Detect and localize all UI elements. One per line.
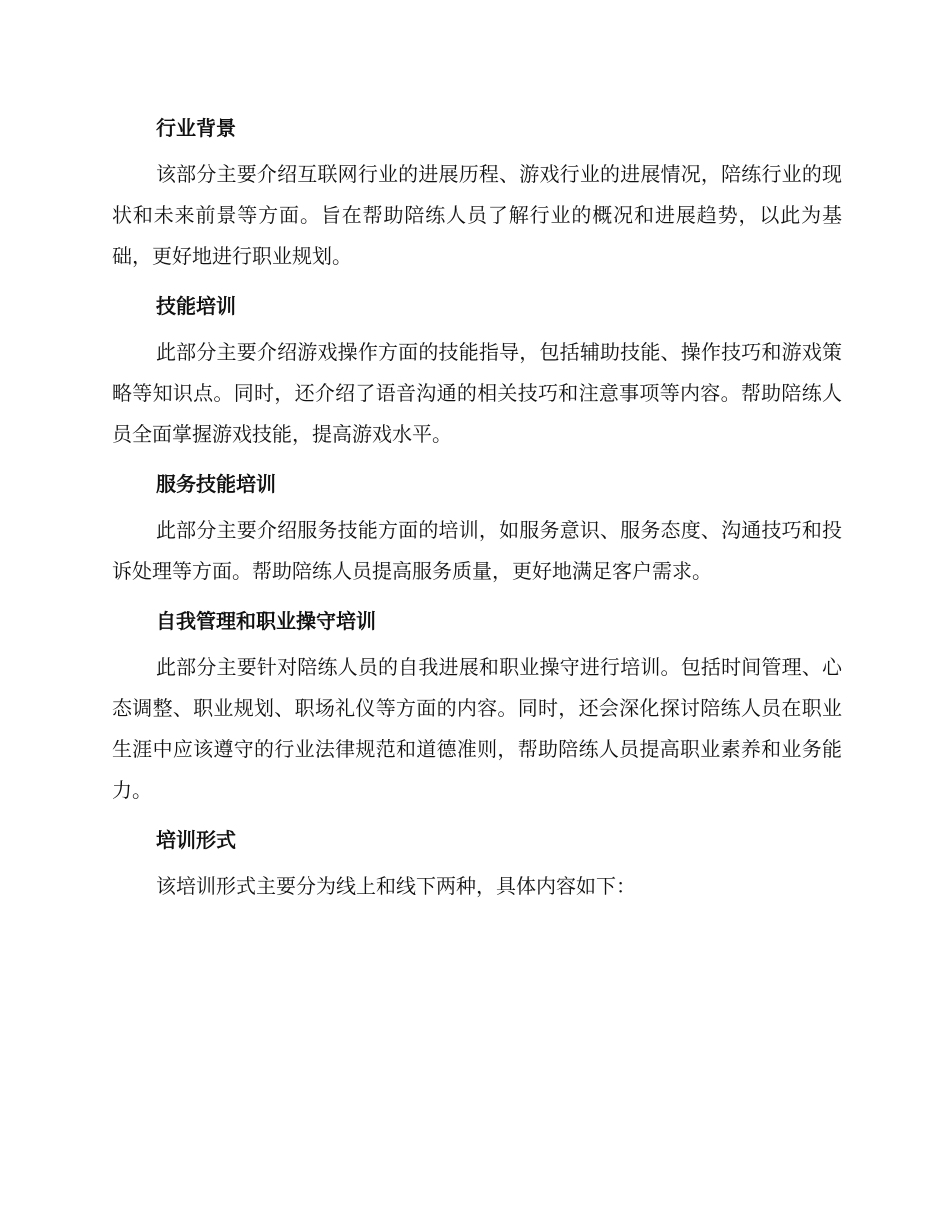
section-paragraph-skill-training: 此部分主要介绍游戏操作方面的技能指导，包括辅助技能、操作技巧和游戏策略等知识点。同时，还介绍了语音沟通的相关技巧和注意事项等内容。帮助陪练人员全面掌握游戏技能，提高游戏水平。	[112, 340, 842, 446]
document-body	[112, 108, 842, 916]
section-paragraph-self-management-ethics: 此部分主要针对陪练人员的自我进展和职业操守进行培训。包括时间管理、心态调整、职业规划、职场礼仪等方面的内容。同时，还会深化探讨陪练人员在职业生涯中应该遵守的行业法律规范和道德准则，帮助陪练人员提高职业素养和业务能力。	[112, 655, 842, 802]
section-heading-training-format: 培训形式	[156, 828, 236, 852]
section-heading-self-management-ethics: 自我管理和职业操守培训	[156, 609, 376, 633]
section-heading-industry-background: 行业背景	[156, 116, 236, 140]
section-paragraph-industry-background: 该部分主要介绍互联网行业的进展历程、游戏行业的进展情况，陪练行业的现状和未来前景等方面。旨在帮助陪练人员了解行业的概况和进展趋势，以此为基础，更好地进行职业规划。	[112, 162, 842, 268]
section-heading-service-skill-training: 服务技能培训	[156, 472, 276, 496]
section-paragraph-service-skill-training: 此部分主要介绍服务技能方面的培训，如服务意识、服务态度、沟通技巧和投诉处理等方面。帮助陪练人员提高服务质量，更好地满足客户需求。	[112, 518, 842, 583]
section-paragraph-training-format: 该培训形式主要分为线上和线下两种，具体内容如下：	[156, 874, 636, 898]
section-heading-skill-training: 技能培训	[156, 294, 236, 318]
